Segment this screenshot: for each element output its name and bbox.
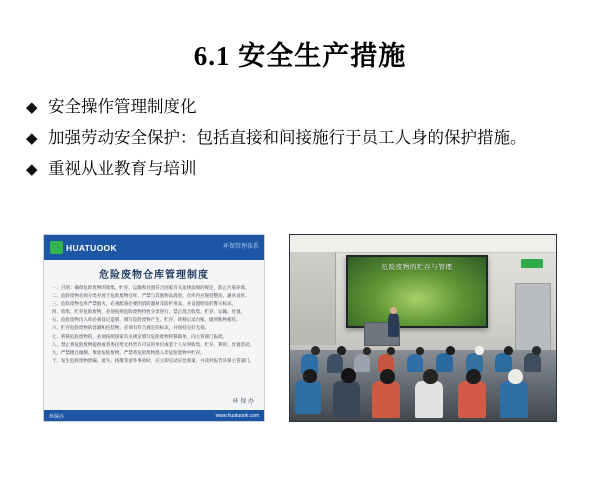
photo-ceiling	[290, 235, 556, 253]
attendee-head	[446, 346, 455, 355]
attendee	[354, 354, 370, 372]
projection-screen-title: 危险废物的贮存与管理	[381, 264, 453, 272]
poster-rule: 五、危险废物出入库必须登记造册，填写危险废物产生、贮存、转移记录台账，做到账物相符。	[52, 317, 241, 323]
attendee-head	[423, 369, 438, 384]
media-row	[0, 234, 600, 434]
poster-stamp: 环 保 办	[232, 399, 254, 405]
attendee-head	[416, 347, 424, 355]
poster-rule: 一、目的：确保危险废物的收集、贮存、运输和处置符合国家有关法律法规的规定，防止污染环境。	[52, 285, 250, 290]
poster-rule: 十、发生危险废物泄漏、流失、扬散等意外事故时，应立即启动应急预案，并及时报告环保主管部门。	[52, 357, 255, 363]
poster-title: 危险废物仓库管理制度	[99, 270, 209, 281]
bullet-text: 安全操作管理制度化	[48, 98, 197, 116]
diamond-bullet-icon: ◆	[26, 130, 38, 147]
bullet-text: 加强劳动安全保护：包括直接和间接施行于员工人身的保护措施。	[48, 129, 527, 147]
poster-footer-right: www.huatuook.com	[215, 413, 259, 419]
attendee	[500, 381, 528, 418]
poster-logo	[50, 241, 117, 254]
list-item	[26, 157, 566, 182]
attendee	[415, 381, 443, 418]
attendee	[495, 353, 512, 372]
poster-rule: 八、禁止将危险废物提供或者委托给无经营许可证的单位或者个人从事收集、贮存、利用、处置活动。	[52, 341, 255, 347]
poster-rule: 二、危险废物必须分类存放于危险废物仓库，严禁与其他物品混放，仓库内应保持整洁、通风良好。	[52, 293, 250, 299]
leaf-logo-icon	[50, 241, 63, 254]
attendee-head	[363, 347, 371, 355]
attendee-head	[532, 346, 541, 355]
attendee-head	[311, 346, 320, 355]
attendee	[436, 353, 453, 372]
attendee	[327, 354, 343, 373]
poster-header-right-text: 环保管理体系	[222, 244, 259, 250]
attendee-head	[387, 347, 395, 355]
bullet-text: 重视从业教育与培训	[48, 160, 197, 178]
attendee-head	[341, 368, 356, 383]
audience-group	[290, 309, 556, 421]
poster-rule: 四、收集、贮存危险废物，必须按照危险废物特性分类进行，禁止混合收集、贮存、运输、处置。	[52, 309, 246, 315]
poster-rule: 九、严禁擅自倾倒、堆放危险废物，严禁将危险废物混入非危险废物中贮存。	[52, 349, 205, 355]
attendee	[372, 381, 400, 418]
page-title: 6.1 安全生产措施	[193, 41, 407, 71]
bullet-list	[0, 95, 600, 182]
attendee	[333, 381, 360, 417]
attendee-head	[337, 346, 346, 355]
poster-footer	[44, 410, 264, 422]
attendee-head	[466, 369, 481, 384]
exit-sign-icon	[521, 259, 543, 268]
poster-rule: 七、转移危险废物的，必须按照国家有关规定填写危险废物转移联单，向主管部门报批。	[52, 333, 228, 339]
attendee-head	[508, 369, 523, 384]
attendee-head	[303, 369, 317, 383]
training-session-photo	[289, 234, 557, 422]
diamond-bullet-icon: ◆	[26, 161, 38, 178]
poster-footer-left: 环保办	[49, 413, 65, 420]
poster-header	[44, 235, 264, 260]
poster-body	[44, 260, 264, 410]
attendee-head	[475, 346, 484, 355]
hazardous-waste-poster-image	[43, 234, 265, 422]
slide	[0, 34, 600, 484]
poster-rule: 三、危险废物仓库严禁烟火，必须配备必要的消防器材及防护用品，并设置明显的警示标识。	[52, 301, 237, 307]
attendee-head	[504, 346, 513, 355]
poster-logo-text: HUATUOOK	[66, 242, 117, 253]
attendee	[524, 353, 541, 372]
list-item	[26, 126, 566, 151]
attendee	[407, 354, 423, 372]
diamond-bullet-icon: ◆	[26, 99, 38, 116]
attendee	[458, 381, 486, 418]
attendee	[295, 380, 321, 414]
poster-rule: 六、贮存危险废物的容器和包装物，必须有符合规定的标识，并保持完好无损。	[52, 325, 210, 331]
list-item	[26, 95, 566, 120]
